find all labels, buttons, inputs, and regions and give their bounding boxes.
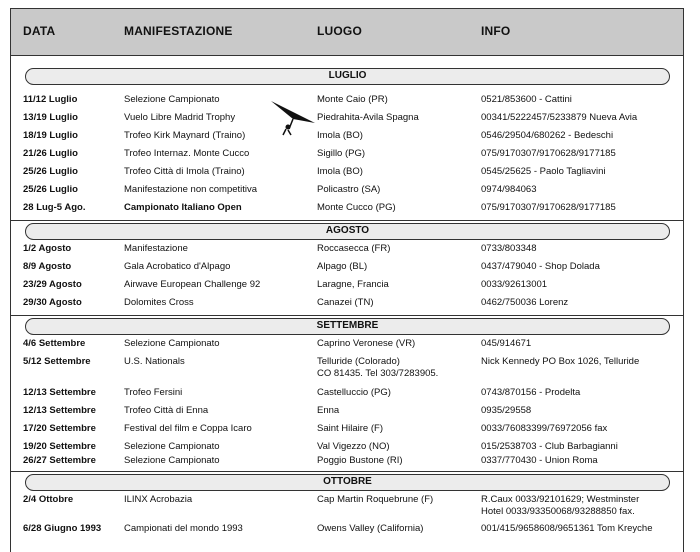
cell-luogo: Laragne, Francia bbox=[317, 279, 389, 290]
cell-luogo: Enna bbox=[317, 405, 340, 416]
section-label: LUGLIO bbox=[328, 70, 367, 81]
cell-luogo-line2: CO 81435. Tel 303/7283905. bbox=[317, 368, 439, 379]
cell-data: 12/13 Settembre bbox=[23, 405, 96, 416]
cell-info: 0521/853600 - Cattini bbox=[481, 94, 572, 105]
cell-manifestazione: Festival del film e Coppa Icaro bbox=[124, 423, 252, 434]
cell-info-line2: Hotel 0033/93350068/93288850 fax. bbox=[481, 506, 635, 517]
cell-manifestazione: Selezione Campionato bbox=[124, 338, 220, 349]
cell-manifestazione: Trofeo Città di Enna bbox=[124, 405, 209, 416]
cell-info: 045/914671 bbox=[481, 338, 532, 349]
section-label: OTTOBRE bbox=[323, 476, 372, 487]
section-agosto bbox=[25, 223, 670, 240]
cell-info: 0935/29558 bbox=[481, 405, 532, 416]
cell-data: 29/30 Agosto bbox=[23, 297, 82, 308]
cell-manifestazione: Trofeo Internaz. Monte Cucco bbox=[124, 148, 250, 159]
cell-info: 0437/479040 - Shop Dolada bbox=[481, 261, 600, 272]
cell-manifestazione: Gala Acrobatico d'Alpago bbox=[124, 261, 231, 272]
cell-data: 26/27 Settembre bbox=[23, 455, 96, 466]
cell-data: 1/2 Agosto bbox=[23, 243, 72, 254]
header-data: DATA bbox=[23, 24, 56, 38]
cell-manifestazione: Selezione Campionato bbox=[124, 455, 220, 466]
cell-luogo: Imola (BO) bbox=[317, 130, 363, 141]
cell-info: 075/9170307/9170628/9177185 bbox=[481, 202, 616, 213]
cell-data: 28 Lug-5 Ago. bbox=[23, 202, 86, 213]
cell-luogo: Canazei (TN) bbox=[317, 297, 374, 308]
cell-info: 00341/5222457/5233879 Nueva Avia bbox=[481, 112, 638, 123]
cell-manifestazione: Dolomites Cross bbox=[124, 297, 194, 308]
cell-data: 25/26 Luglio bbox=[23, 166, 78, 177]
cell-luogo: Owens Valley (California) bbox=[317, 523, 424, 534]
cell-info bbox=[481, 494, 639, 517]
cell-data: 25/26 Luglio bbox=[23, 184, 78, 195]
cell-data: 8/9 Agosto bbox=[23, 261, 72, 272]
cell-data: 2/4 Ottobre bbox=[23, 494, 74, 505]
cell-luogo: Val Vigezzo (NO) bbox=[317, 441, 390, 452]
cell-manifestazione: Trofeo Città di Imola (Traino) bbox=[124, 166, 245, 177]
section-label: SETTEMBRE bbox=[316, 320, 379, 331]
cell-info: 0462/750036 Lorenz bbox=[481, 297, 569, 308]
cell-info: 0974/984063 bbox=[481, 184, 537, 195]
cell-luogo: Alpago (BL) bbox=[317, 261, 368, 272]
cell-data: 12/13 Settembre bbox=[23, 387, 96, 398]
cell-luogo: Roccasecca (FR) bbox=[317, 243, 391, 254]
cell-manifestazione: Campionato Italiano Open bbox=[124, 202, 242, 213]
cell-info: 0337/770430 - Union Roma bbox=[481, 455, 598, 466]
section-divider bbox=[11, 315, 683, 316]
cell-luogo: Policastro (SA) bbox=[317, 184, 381, 195]
cell-luogo: Castelluccio (PG) bbox=[317, 387, 391, 398]
header-manifestazione: MANIFESTAZIONE bbox=[124, 24, 233, 38]
cell-manifestazione: Manifestazione bbox=[124, 243, 188, 254]
header-luogo: LUOGO bbox=[317, 24, 362, 38]
cell-data: 23/29 Agosto bbox=[23, 279, 82, 290]
cell-luogo: Monte Cucco (PG) bbox=[317, 202, 396, 213]
events-calendar-table bbox=[10, 8, 684, 552]
cell-data: 13/19 Luglio bbox=[23, 112, 78, 123]
cell-data: 21/26 Luglio bbox=[23, 148, 78, 159]
cell-luogo: Poggio Bustone (RI) bbox=[317, 455, 403, 466]
cell-luogo: Sigillo (PG) bbox=[317, 148, 366, 159]
cell-manifestazione: Trofeo Kirk Maynard (Traino) bbox=[124, 130, 246, 141]
cell-luogo: Saint Hilaire (F) bbox=[317, 423, 383, 434]
cell-info: 0733/803348 bbox=[481, 243, 537, 254]
cell-luogo: Cap Martin Roquebrune (F) bbox=[317, 494, 434, 505]
section-divider bbox=[11, 220, 683, 221]
section-ottobre bbox=[25, 474, 670, 491]
cell-data: 6/28 Giugno 1993 bbox=[23, 523, 102, 534]
cell-luogo: Imola (BO) bbox=[317, 166, 363, 177]
hang-glider-icon bbox=[269, 97, 317, 137]
cell-info: Nick Kennedy PO Box 1026, Telluride bbox=[481, 356, 640, 367]
cell-info: 075/9170307/9170628/9177185 bbox=[481, 148, 616, 159]
cell-info: 0545/25625 - Paolo Tagliavini bbox=[481, 166, 606, 177]
cell-manifestazione: Selezione Campionato bbox=[124, 94, 220, 105]
cell-info: 0033/76083399/76972056 fax bbox=[481, 423, 608, 434]
cell-data: 18/19 Luglio bbox=[23, 130, 78, 141]
cell-info: 0546/29504/680262 - Bedeschi bbox=[481, 130, 614, 141]
cell-luogo: Monte Caio (PR) bbox=[317, 94, 388, 105]
section-label: AGOSTO bbox=[325, 225, 370, 236]
section-settembre bbox=[25, 318, 670, 335]
cell-manifestazione: Airwave European Challenge 92 bbox=[124, 279, 261, 290]
header-info: INFO bbox=[481, 24, 511, 38]
cell-manifestazione: Vuelo Libre Madrid Trophy bbox=[124, 112, 236, 123]
cell-manifestazione: U.S. Nationals bbox=[124, 356, 185, 367]
cell-manifestazione: Selezione Campionato bbox=[124, 441, 220, 452]
cell-manifestazione: Trofeo Fersini bbox=[124, 387, 183, 398]
cell-manifestazione: Campionati del mondo 1993 bbox=[124, 523, 243, 534]
table-header bbox=[11, 9, 683, 56]
cell-info: 0743/870156 - Prodelta bbox=[481, 387, 581, 398]
section-divider bbox=[11, 471, 683, 472]
section-luglio bbox=[25, 68, 670, 85]
cell-luogo: Caprino Veronese (VR) bbox=[317, 338, 416, 349]
cell-data: 11/12 Luglio bbox=[23, 94, 78, 105]
cell-luogo bbox=[317, 356, 438, 379]
cell-data: 19/20 Settembre bbox=[23, 441, 96, 452]
cell-info: 0033/92613001 bbox=[481, 279, 548, 290]
cell-info: 001/415/9658608/9651361 Tom Kreyche bbox=[481, 523, 653, 534]
cell-data: 5/12 Settembre bbox=[23, 356, 91, 367]
cell-luogo-line1: Telluride (Colorado) bbox=[317, 356, 400, 367]
cell-info-line1: R.Caux 0033/92101629; Westminster bbox=[481, 494, 640, 505]
cell-data: 4/6 Settembre bbox=[23, 338, 86, 349]
cell-luogo: Piedrahita-Avila Spagna bbox=[317, 112, 419, 123]
cell-manifestazione: ILINX Acrobazia bbox=[124, 494, 193, 505]
cell-manifestazione: Manifestazione non competitiva bbox=[124, 184, 258, 195]
cell-data: 17/20 Settembre bbox=[23, 423, 96, 434]
cell-info: 015/2538703 - Club Barbagianni bbox=[481, 441, 618, 452]
